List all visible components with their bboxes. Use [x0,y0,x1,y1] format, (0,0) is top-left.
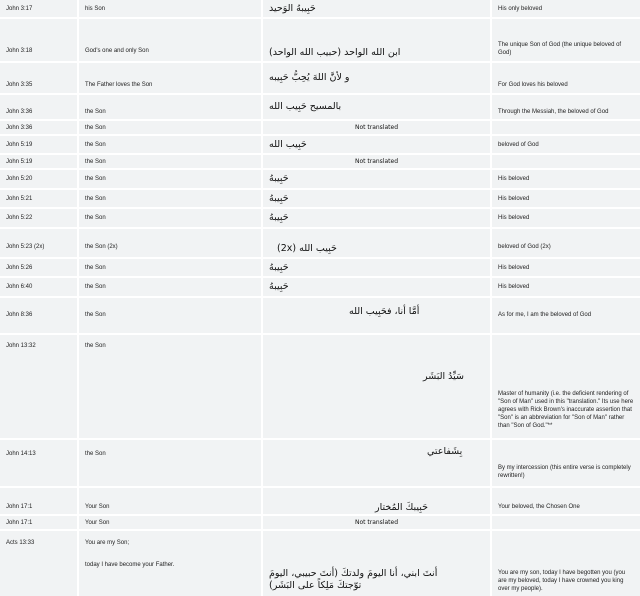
greek-term-cell: the Son [79,209,261,227]
greek-term-cell: the Son [79,190,261,207]
arabic-text: حَبِيبكَ المُختار [375,502,429,513]
english-cell: His only beloved [492,0,640,17]
table-row [0,440,640,486]
arabic-cell [263,229,490,257]
table-row [0,121,640,134]
greek-term-cell: the Son [79,335,261,438]
ref-cell: John 3:18 [0,19,77,61]
arabic-cell: حَبِيبهُ [263,170,490,188]
table-row [0,170,640,188]
english-cell: Master of humanity (i.e. the deficient rendering of "Son of Man" used in this "translation." Its use here agrees with Rick Brown's inaccurate assertion that "Son" is an abbreviation for "Son of Man" rather than "Son of God."** [492,335,640,438]
greek-term-cell: the Son [79,278,261,296]
table-row [0,335,640,438]
ref-cell: John 13:32 [0,335,77,438]
table-row [0,259,640,276]
table-row [0,136,640,153]
english-cell [492,516,640,529]
greek-term-cell [79,531,261,596]
table-row [0,155,640,168]
english-cell [492,121,640,134]
ref-cell: John 3:17 [0,0,77,17]
arabic-cell: حَبِيبهُ [263,209,490,227]
english-cell: beloved of God (2x) [492,229,640,257]
table-row [0,488,640,514]
arabic-cell [263,531,490,596]
ref-cell: John 3:35 [0,63,77,93]
ref-cell: John 14:13 [0,440,77,486]
arabic-cell: حَبِيبهُ [263,190,490,207]
english-cell: The unique Son of God (the unique beloved of God) [492,19,640,61]
ref-cell: John 5:19 [0,136,77,153]
table-row [0,298,640,333]
arabic-cell: ابن الله الواحد (حبيب الله الواحد) [263,19,490,61]
arabic-cell [263,335,490,438]
arabic-cell [263,440,490,486]
table-row [0,209,640,227]
arabic-cell: حَبِيبهُ [263,278,490,296]
ref-cell: John 5:22 [0,209,77,227]
arabic-line: أنتَ ابني، أنا اليومَ ولدتكَ (أنتَ حبيبي، اليومَ [269,568,438,579]
arabic-cell: بالمسيح حَبِيب الله [263,95,490,119]
arabic-cell: حَبِيبهُ [263,259,490,276]
english-cell: His beloved [492,278,640,296]
english-cell: His beloved [492,209,640,227]
arabic-cell: حَبِيبهُ الوَحيد [263,0,490,17]
table-row [0,0,640,17]
english-cell: You are my son, today I have begotten you (you are my beloved, today I have crowned you king over my people). [492,531,640,596]
ref-cell: John 5:26 [0,259,77,276]
english-cell: Through the Messiah, the beloved of God [492,95,640,119]
greek-term-cell: the Son [79,170,261,188]
english-cell: His beloved [492,190,640,207]
english-cell: His beloved [492,259,640,276]
english-cell [492,155,640,168]
ref-cell: John 17:1 [0,488,77,514]
ref-cell: John 5:23 (2x) [0,229,77,257]
table-row [0,516,640,529]
greek-term-cell: Your Son [79,516,261,529]
ref-cell: Acts 13:33 [0,531,77,596]
greek-term-cell: the Son [79,298,261,333]
arabic-text: حَبِيب الله (2x) [277,243,337,254]
table-row [0,19,640,61]
ref-cell: John 3:36 [0,95,77,119]
table-row [0,63,640,93]
greek-term-cell: his Son [79,0,261,17]
greek-term-cell: The Father loves the Son [79,63,261,93]
greek-line: today I have become your Father. [85,562,175,568]
arabic-cell: حَبِيب الله [263,136,490,153]
ref-cell: John 6:40 [0,278,77,296]
arabic-text: بِشَفاعتي [427,446,463,457]
table-row [0,531,640,596]
greek-term-cell: the Son [79,259,261,276]
arabic-cell: Not translated [263,121,490,134]
greek-term-cell: the Son [79,440,261,486]
greek-term-cell: the Son [79,155,261,168]
english-cell: His beloved [492,170,640,188]
greek-term-cell: God's one and only Son [79,19,261,61]
greek-line: You are my Son; [85,540,130,546]
arabic-cell [263,298,490,333]
english-cell: beloved of God [492,136,640,153]
arabic-text: أمَّا أنا، فحَبِيب الله [349,306,420,317]
table-row [0,95,640,119]
english-cell: As for me, I am the beloved of God [492,298,640,333]
greek-term-cell: Your Son [79,488,261,514]
ref-cell: John 3:36 [0,121,77,134]
table-row [0,278,640,296]
arabic-cell [263,488,490,514]
ref-cell: John 5:21 [0,190,77,207]
ref-cell: John 17:1 [0,516,77,529]
greek-term-cell: the Son (2x) [79,229,261,257]
greek-term-cell: the Son [79,95,261,119]
greek-term-cell: the Son [79,136,261,153]
table-row [0,229,640,257]
ref-cell: John 5:20 [0,170,77,188]
arabic-cell: Not translated [263,516,490,529]
arabic-text: سَيِّدُ البَشَر [423,371,464,382]
ref-cell: John 8:36 [0,298,77,333]
arabic-cell: Not translated [263,155,490,168]
ref-cell: John 5:19 [0,155,77,168]
english-cell: By my intercession (this entire verse is completely rewritten!) [492,440,640,486]
english-cell: For God loves his beloved [492,63,640,93]
arabic-line: توّجتكَ مَلِكاً على البَشَر) [269,580,362,591]
greek-term-cell: the Son [79,121,261,134]
arabic-cell: و لأنَّ اللهَ يُحِبُّ حَبِيبه [263,63,490,93]
english-cell: Your beloved, the Chosen One [492,488,640,514]
table-row [0,190,640,207]
